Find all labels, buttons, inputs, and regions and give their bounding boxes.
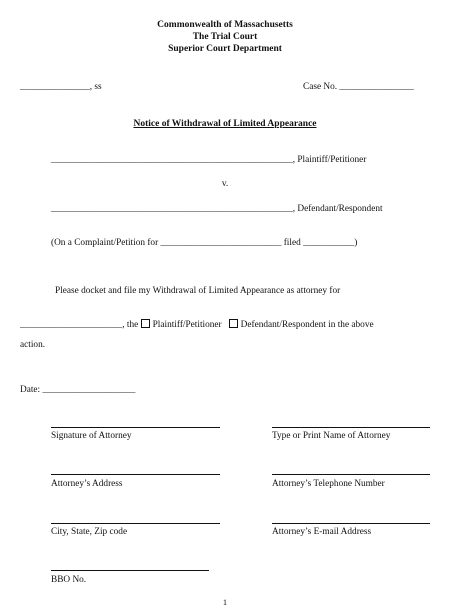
print-name-label: Type or Print Name of Attorney xyxy=(272,431,391,441)
filed-date-blank[interactable]: ___________ xyxy=(303,238,355,248)
address-line[interactable] xyxy=(51,474,220,475)
telephone-line[interactable] xyxy=(272,474,430,475)
signature-label: Signature of Attorney xyxy=(51,431,132,441)
case-number-label: Case No. xyxy=(303,82,338,92)
email-label: Attorney’s E-mail Address xyxy=(272,527,372,537)
city-state-zip-label: City, State, Zip code xyxy=(51,527,128,537)
plaintiff-blank[interactable]: ____________________________________________________ xyxy=(51,155,293,165)
print-name-line[interactable] xyxy=(272,427,430,428)
page-number: 1 xyxy=(222,597,228,607)
city-state-zip-line[interactable] xyxy=(51,523,220,524)
case-number-blank[interactable]: ________________ xyxy=(339,82,414,92)
county-suffix: , ss xyxy=(89,82,102,92)
court-name-line-2: The Trial Court xyxy=(192,32,258,42)
defendant-option-label: Defendant/Respondent in the above xyxy=(240,320,374,330)
complaint-prefix: (On a Complaint/Petition for xyxy=(51,238,159,248)
court-name-line-3: Superior Court Department xyxy=(168,44,282,54)
complaint-suffix: ) xyxy=(354,238,358,248)
plaintiff-line[interactable] xyxy=(51,156,366,165)
county-field[interactable] xyxy=(20,83,102,92)
address-label: Attorney’s Address xyxy=(51,479,123,489)
complaint-line[interactable] xyxy=(51,239,357,248)
withdrawal-paragraph: Please docket and file my Withdrawal of Limited Appearance as attorney for xyxy=(55,286,341,296)
defendant-label: , Defendant/Respondent xyxy=(292,204,383,214)
court-name-line-1: Commonwealth of Massachusetts xyxy=(157,20,293,30)
party-selection-line[interactable] xyxy=(20,319,374,330)
versus-text: v. xyxy=(221,179,229,189)
complaint-type-blank[interactable]: __________________________ xyxy=(160,238,282,248)
defendant-blank[interactable]: ____________________________________________________ xyxy=(51,204,293,214)
plaintiff-label: , Plaintiff/Petitioner xyxy=(292,155,367,165)
client-name-blank[interactable]: ______________________ xyxy=(20,320,123,330)
date-field[interactable] xyxy=(20,386,135,395)
bbo-line[interactable] xyxy=(51,570,209,571)
action-text: action. xyxy=(20,340,46,350)
case-number-field[interactable] xyxy=(303,83,414,92)
defendant-line[interactable] xyxy=(51,205,383,214)
date-blank[interactable]: ____________________ xyxy=(42,385,136,395)
bbo-label: BBO No. xyxy=(51,575,87,585)
document-title: Notice of Withdrawal of Limited Appearance xyxy=(133,119,317,129)
the-text: , the xyxy=(122,320,139,330)
email-line[interactable] xyxy=(272,523,430,524)
filed-label: filed xyxy=(283,238,301,248)
signature-line[interactable] xyxy=(51,427,220,428)
date-label: Date: xyxy=(20,385,41,395)
telephone-label: Attorney’s Telephone Number xyxy=(272,479,385,489)
county-blank[interactable]: _______________ xyxy=(20,82,90,92)
defendant-checkbox[interactable] xyxy=(229,319,238,328)
plaintiff-checkbox[interactable] xyxy=(141,319,150,328)
plaintiff-option-label: Plaintiff/Petitioner xyxy=(152,320,222,330)
